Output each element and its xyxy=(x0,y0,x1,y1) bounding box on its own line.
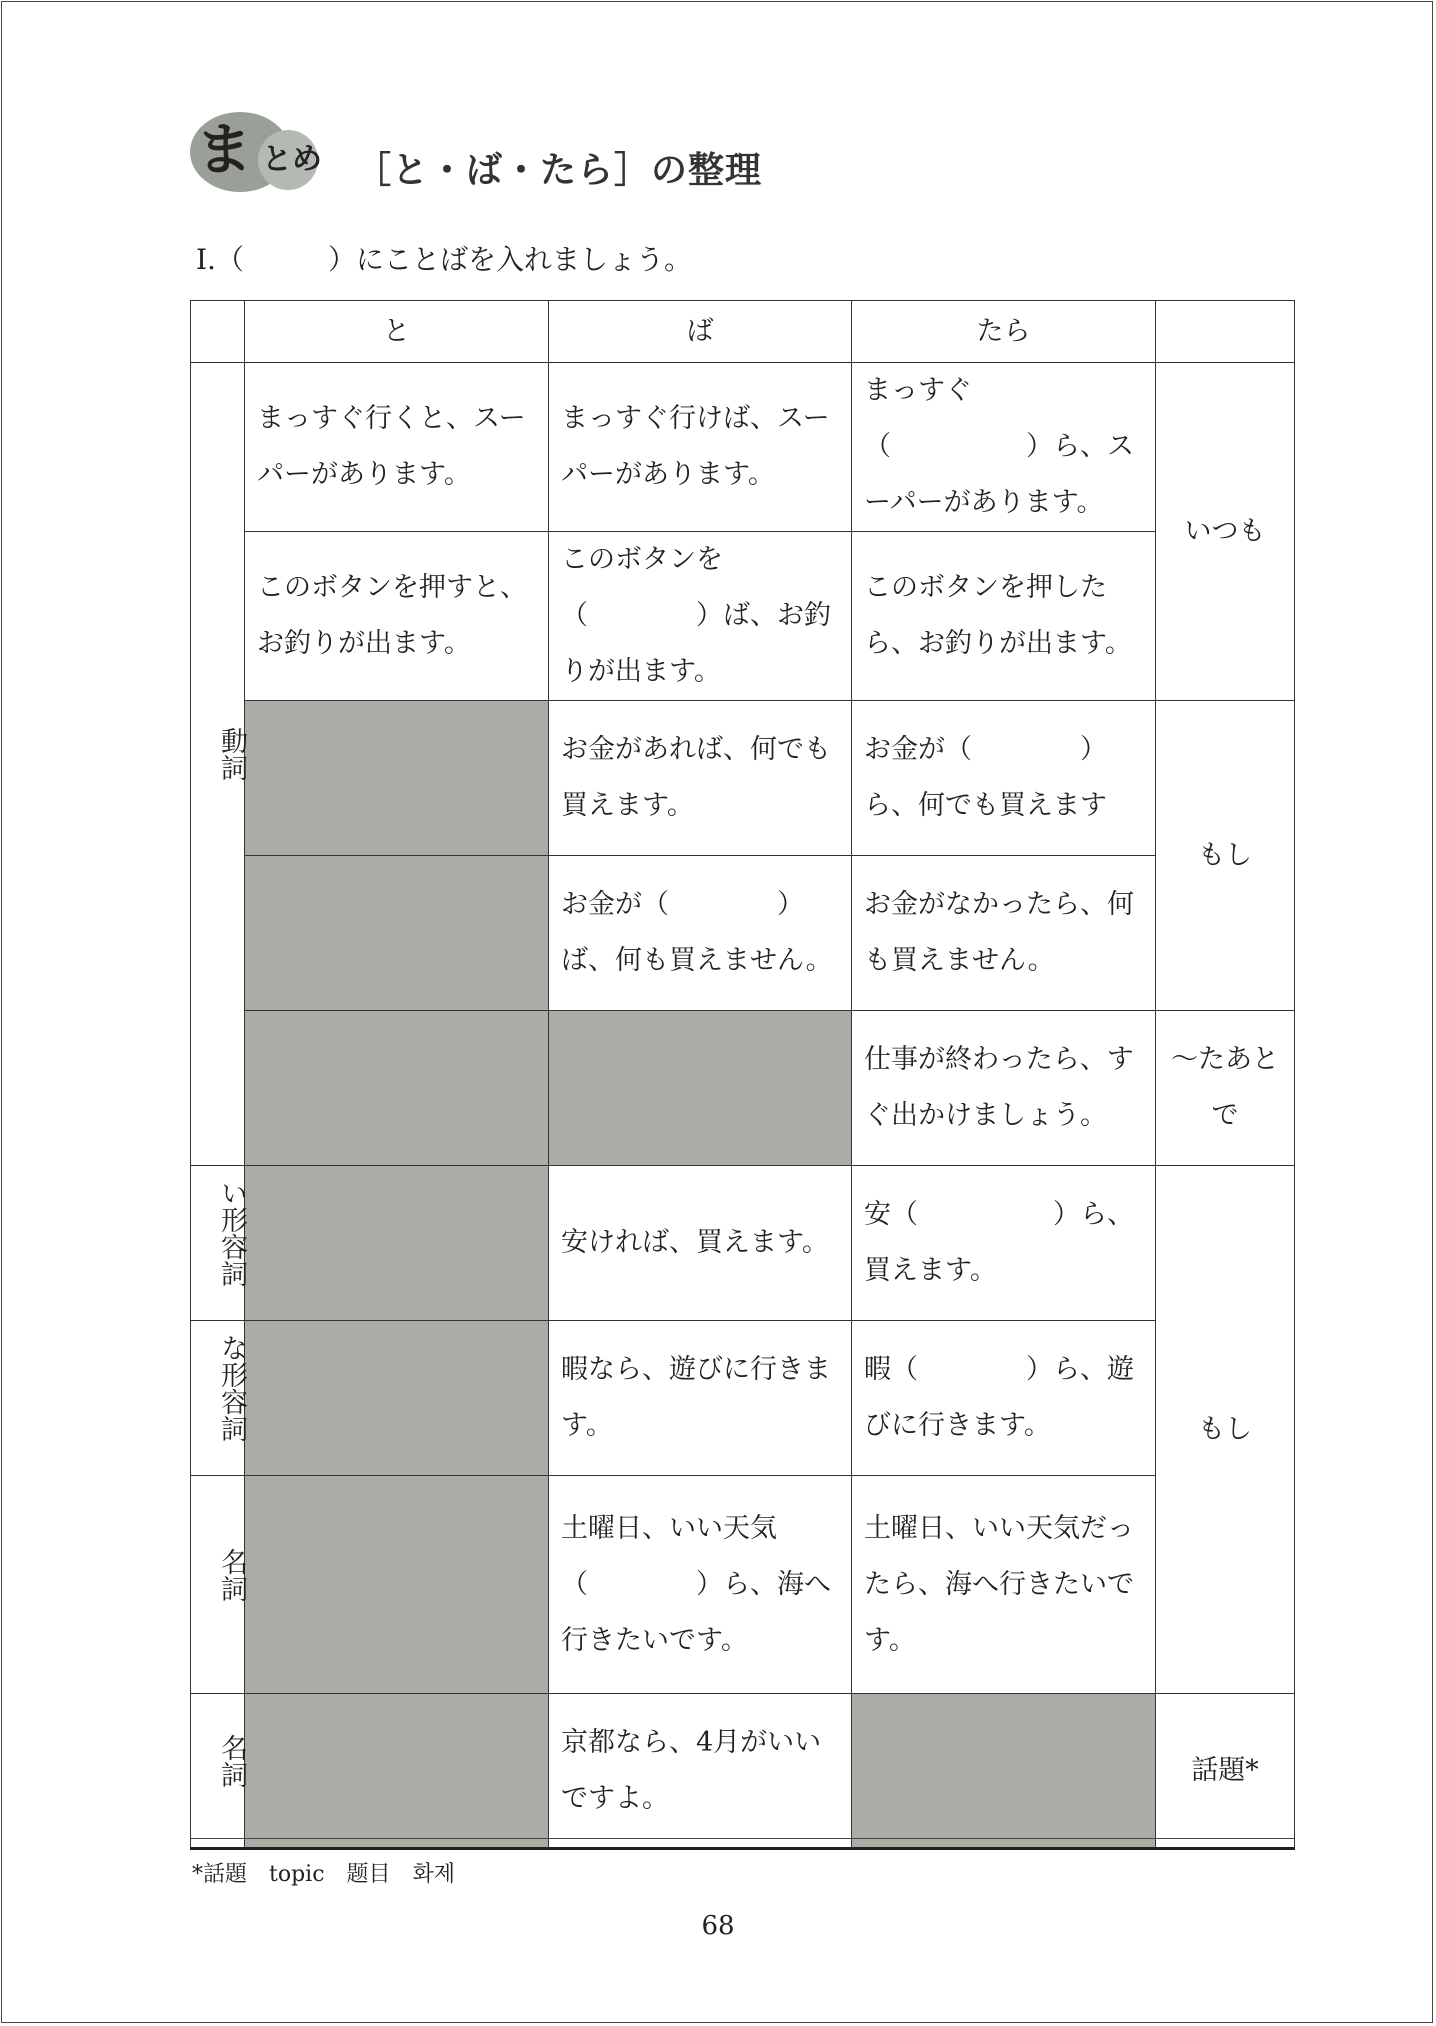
table-row xyxy=(191,1476,1295,1694)
condition-topic: 話題* xyxy=(1156,1694,1295,1849)
cell-tara: 土曜日、いい天気だったら、海へ行きたいです。 xyxy=(852,1476,1156,1694)
row-label-i-adjective: い形容詞 xyxy=(191,1166,245,1321)
table-row xyxy=(191,363,1295,532)
col-header-ba: ば xyxy=(549,301,852,363)
cell-to: まっすぐ行くと、スーパーがあります。 xyxy=(245,363,549,532)
cell-ba: 土曜日、いい天気（ ）ら、海へ行きたいです。 xyxy=(549,1476,852,1694)
condition-after: 〜たあとで xyxy=(1156,1011,1295,1166)
page-number: 68 xyxy=(701,1911,735,1941)
cell-ba-shaded xyxy=(549,1011,852,1166)
cell-tara-shaded xyxy=(852,1694,1156,1849)
table-row xyxy=(191,1694,1295,1849)
cell-ba: お金があれば、何でも買えます。 xyxy=(549,701,852,856)
cell-tara: まっすぐ（ ）ら、スーパーがあります。 xyxy=(852,363,1156,532)
conjugation-table xyxy=(190,300,1295,1850)
cell-tara: 仕事が終わったら、すぐ出かけましょう。 xyxy=(852,1011,1156,1166)
cell-ba: まっすぐ行けば、スーパーがあります。 xyxy=(549,363,852,532)
cell-ba: 京都なら、4月がいいですよ。 xyxy=(549,1694,852,1849)
cell-ba: お金が（ ）ば、何も買えません。 xyxy=(549,856,852,1011)
cell-ba: 安ければ、買えます。 xyxy=(549,1166,852,1321)
matome-badge-text-small: とめ xyxy=(262,142,322,177)
table-row xyxy=(191,701,1295,856)
instruction: Ⅰ.（ ）にことばを入れましょう。 xyxy=(196,243,692,276)
table-row xyxy=(191,1166,1295,1321)
table-row xyxy=(191,856,1295,1011)
condition-moshi-2: もし xyxy=(1156,1166,1295,1694)
cell-to-shaded xyxy=(245,1476,549,1694)
footnote-divider xyxy=(190,1838,1294,1839)
cell-tara: 暇（ ）ら、遊びに行きます。 xyxy=(852,1321,1156,1476)
cell-to-shaded xyxy=(245,856,549,1011)
table-row xyxy=(191,532,1295,701)
col-header-to: と xyxy=(245,301,549,363)
cell-ba: このボタンを（ ）ば、お釣りが出ます。 xyxy=(549,532,852,701)
cell-tara: 安（ ）ら、買えます。 xyxy=(852,1166,1156,1321)
cell-ba: 暇なら、遊びに行きます。 xyxy=(549,1321,852,1476)
row-label-na-adjective: な形容詞 xyxy=(191,1321,245,1476)
cell-to-shaded xyxy=(245,701,549,856)
cell-to-shaded xyxy=(245,1694,549,1849)
condition-always: いつも xyxy=(1156,363,1295,701)
row-label-verb: 動詞 xyxy=(191,363,245,1166)
matome-badge-text: ま xyxy=(196,118,252,183)
footnote: *話題 topic 题目 화제 xyxy=(192,1862,456,1887)
cell-tara: お金がなかったら、何も買えません。 xyxy=(852,856,1156,1011)
cell-to: このボタンを押すと、お釣りが出ます。 xyxy=(245,532,549,701)
cell-to-shaded xyxy=(245,1011,549,1166)
col-header-condition xyxy=(1156,301,1295,363)
cell-tara: お金が（ ）ら、何でも買えます xyxy=(852,701,1156,856)
condition-moshi: もし xyxy=(1156,701,1295,1011)
page-title: ［と・ば・たら］の整理 xyxy=(355,150,763,191)
table-row xyxy=(191,1321,1295,1476)
cell-to-shaded xyxy=(245,1321,549,1476)
cell-to-shaded xyxy=(245,1166,549,1321)
table-row xyxy=(191,1011,1295,1166)
col-header-tara: たら xyxy=(852,301,1156,363)
header-row xyxy=(191,301,1295,363)
cell-tara: このボタンを押したら、お釣りが出ます。 xyxy=(852,532,1156,701)
corner-cell xyxy=(191,301,245,363)
row-label-noun: 名詞 xyxy=(191,1476,245,1694)
row-label-noun-topic: 名詞 xyxy=(191,1694,245,1849)
